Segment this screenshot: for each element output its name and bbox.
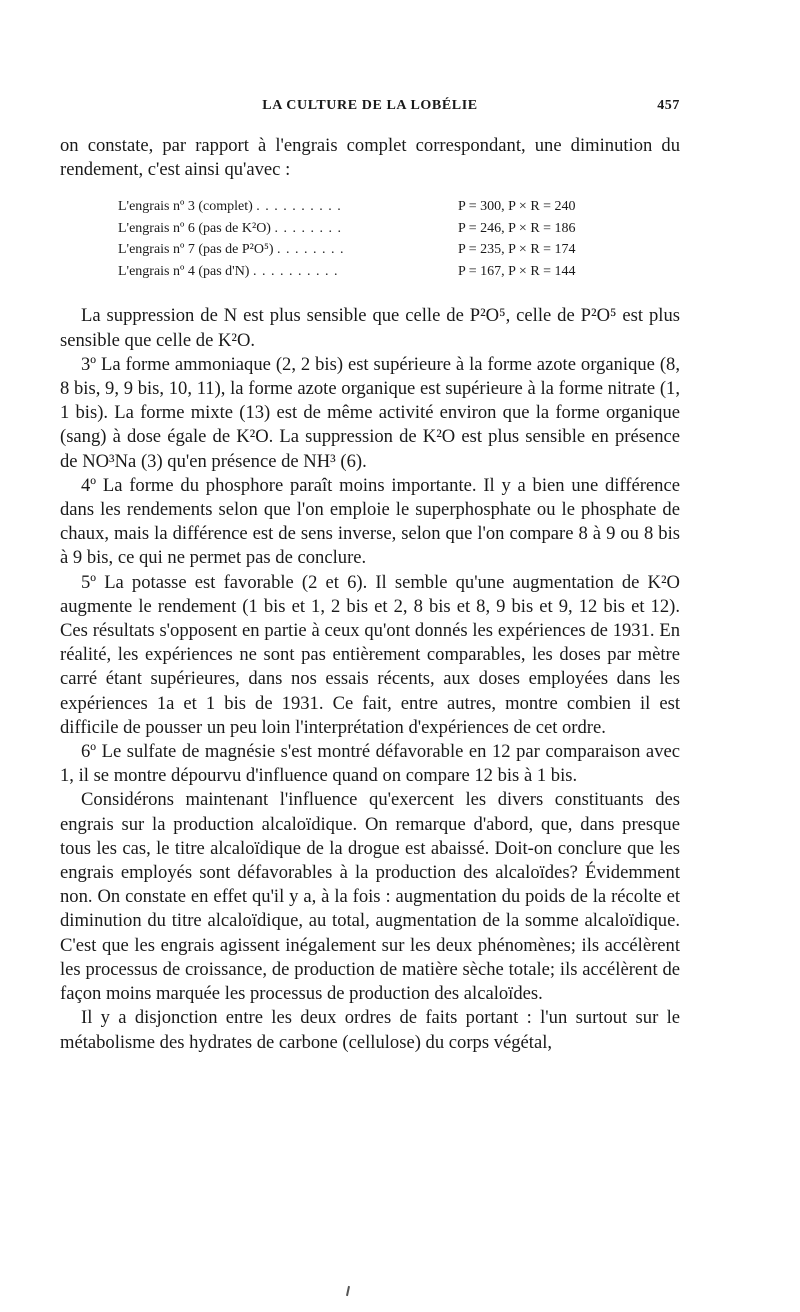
table-row — [118, 239, 678, 261]
scan-speck — [346, 1286, 350, 1296]
table-row — [118, 196, 678, 218]
paragraph: Considérons maintenant l'influence qu'exercent les divers constituants des engrais sur la production alcaloïdique. On remarque d'abord, que, dans presque tous les cas, le titre alcaloïdique de la drogue est abaissé. Doit-on conclure que les engrais employés sont défavorables à la production des alcaloïdes? Évidemment non. On constate en effet qu'il y a, à la fois : augmentation du poids de la récolte et diminution du titre alcaloïdique, au total, augmentation de la somme alcaloïdique. C'est que les engrais agissent inégalement sur les deux phénomènes; ils accélèrent les processus de croissance, de production de matière sèche totale; ils accélèrent de façon moins marquée les processus de production des alcaloïdes. — [60, 789, 680, 1005]
row-value: P = 246, P × R = 186 — [458, 220, 576, 236]
fertilizer-table — [118, 196, 678, 282]
paragraph: 4º La forme du phosphore paraît moins importante. Il y a bien une différence dans les rendements selon que l'on emploie le superphosphate ou le phosphate de chaux, mais la différence est de sens inverse, selon que l'on compare 8 à 9 ou 8 bis à 9 bis, ce qui ne permet pas de conclure. — [60, 474, 680, 569]
row-value: P = 167, P × R = 144 — [458, 263, 576, 279]
table-row — [118, 261, 678, 283]
row-leader: . . . . . . . . — [274, 220, 342, 236]
page-number: 457 — [657, 98, 680, 113]
paragraph: 6º Le sulfate de magnésie s'est montré défavorable en 12 par comparaison avec 1, il se montre dépourvu d'influence quand on compare 12 bis à 1 bis. — [60, 741, 680, 787]
paragraph: 3º La forme ammoniaque (2, 2 bis) est supérieure à la forme azote organique (8, 8 bis, 9, 9 bis, 10, 11), la forme azote organique est supérieure à la forme nitrate (1, 1 bis). La forme mixte (13) est de même activité environ que la forme organique (sang) à dose égale de K²O. La suppression de K²O est plus sensible en présence de NO³Na (3) qu'en présence de NH³ (6). — [60, 353, 680, 472]
row-value: P = 300, P × R = 240 — [458, 199, 576, 215]
paragraph: 5º La potasse est favorable (2 et 6). Il semble qu'une augmentation de K²O augmente le rendement (1 bis et 1, 2 bis et 2, 8 bis et 8, 9 bis et 9, 12 bis et 12). Ces résultats s'opposent en partie à ceux qu'ont donnés les expériences de 1931. En réalité, les expériences ne sont pas entièrement comparables, les doses par mètre carré étant supérieures, dans nos essais récents, aux doses employées dans les expériences 1a et 1 bis de 1931. Ce fait, entre autres, montre combien il est difficile de pousser un peu loin l'interprétation d'expériences de cet ordre. — [60, 571, 680, 738]
row-label: L'engrais nº 3 (complet) — [118, 199, 253, 215]
row-leader: . . . . . . . . . . — [252, 263, 339, 279]
body-text — [60, 134, 680, 1055]
table-row — [118, 218, 678, 240]
page-header — [60, 98, 680, 120]
row-leader: . . . . . . . . . . — [256, 199, 342, 215]
row-label: L'engrais nº 7 (pas de P²O⁵) — [118, 242, 274, 258]
row-leader: . . . . . . . . — [277, 242, 345, 258]
row-value: P = 235, P × R = 174 — [458, 242, 576, 258]
intro-paragraph: on constate, par rapport à l'engrais complet correspondant, une diminution du rendement, c'est ainsi qu'avec : — [60, 135, 680, 181]
running-title: LA CULTURE DE LA LOBÉLIE — [262, 98, 478, 113]
row-label: L'engrais nº 6 (pas de K²O) — [118, 220, 271, 236]
row-label: L'engrais nº 4 (pas d'N) — [118, 263, 250, 279]
paragraph: Il y a disjonction entre les deux ordres de faits portant : l'un surtout sur le métabolisme des hydrates de carbone (cellulose) du corps végétal, — [60, 1007, 680, 1053]
paragraph: La suppression de N est plus sensible que celle de P²O⁵, celle de P²O⁵ est plus sensible que celle de K²O. — [60, 305, 680, 351]
